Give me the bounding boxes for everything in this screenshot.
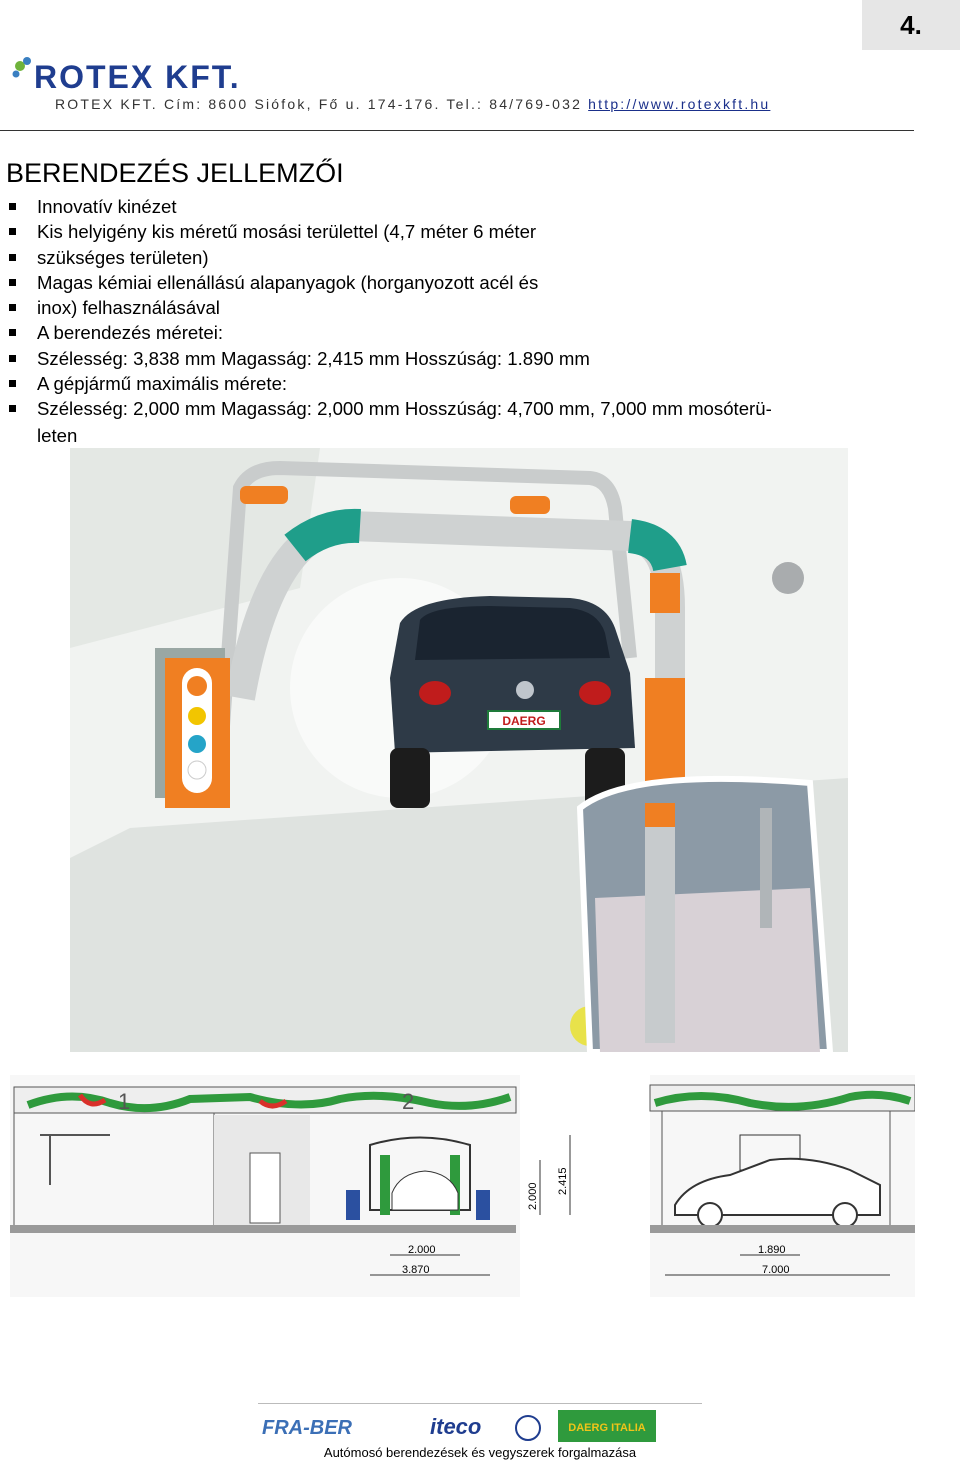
list-item: Innovatív kinézet (6, 194, 936, 219)
company-address-line (55, 96, 770, 112)
feature-continuation: leten (37, 425, 78, 446)
logo-text: ROTEX KFT. (34, 59, 241, 95)
bullet-icon (9, 228, 16, 235)
list-item: inox) felhasználásával (6, 295, 936, 320)
bullet-icon (9, 329, 16, 336)
plate-text: DAERG (502, 714, 546, 728)
page-number: 4. (862, 0, 960, 50)
list-item: Szélesség: 3,838 mm Magasság: 2,415 mm Hosszúság: 1.890 mm (6, 346, 936, 371)
footer-divider (258, 1403, 702, 1404)
bullet-icon (9, 203, 16, 210)
footer-tagline: Autómosó berendezések és vegyszerek forgalmazása (323, 1445, 637, 1460)
bullet-icon (9, 355, 16, 362)
rotex-logo (8, 52, 258, 96)
feature-list (6, 194, 936, 422)
section-title: BERENDEZÉS JELLEMZŐI (6, 158, 344, 188)
bullet-icon (9, 405, 16, 412)
list-item: A berendezés méretei: (6, 320, 936, 345)
address-text: ROTEX KFT. Cím: 8600 Siófok, Fő u. 174-176. Tel.: 84/769-032 (55, 96, 589, 112)
header-divider (0, 130, 914, 131)
bullet-icon (9, 304, 16, 311)
dim-height-2000: 2.000 (527, 1182, 539, 1210)
dim-height-2415: 2.415 (557, 1167, 569, 1195)
bullet-icon (9, 254, 16, 261)
list-item: Kis helyigény kis méretű mosási területtel (4,7 méter 6 méter (6, 219, 936, 244)
dim-length-1890: 1.890 (758, 1244, 786, 1256)
dim-width-3870: 3.870 (402, 1264, 430, 1276)
footer-logos (258, 1408, 660, 1444)
list-item: szükséges területen) (6, 245, 936, 270)
iteco-logo: iteco (430, 1414, 482, 1439)
technical-drawing (10, 1075, 915, 1297)
list-item: Magas kémiai ellenállású alapanyagok (horganyozott acél és (6, 270, 936, 295)
bay-label-1: 1 (118, 1089, 131, 1114)
website-link[interactable]: http://www.rotexkft.hu (588, 96, 771, 112)
dim-width-2000: 2.000 (408, 1244, 436, 1256)
list-item: A gépjármű maximális mérete: (6, 371, 936, 396)
bullet-icon (9, 380, 16, 387)
dim-length-7000: 7.000 (762, 1264, 790, 1276)
carwash-photo (70, 448, 848, 1052)
daerg-logo: DAERG ITALIA (568, 1422, 646, 1434)
bullet-icon (9, 279, 16, 286)
list-item: Szélesség: 2,000 mm Magasság: 2,000 mm Hosszúság: 4,700 mm, 7,000 mm mosóterü- (6, 396, 936, 421)
fraber-logo: FRA-BER (262, 1417, 352, 1439)
bay-label-2: 2 (402, 1089, 415, 1114)
